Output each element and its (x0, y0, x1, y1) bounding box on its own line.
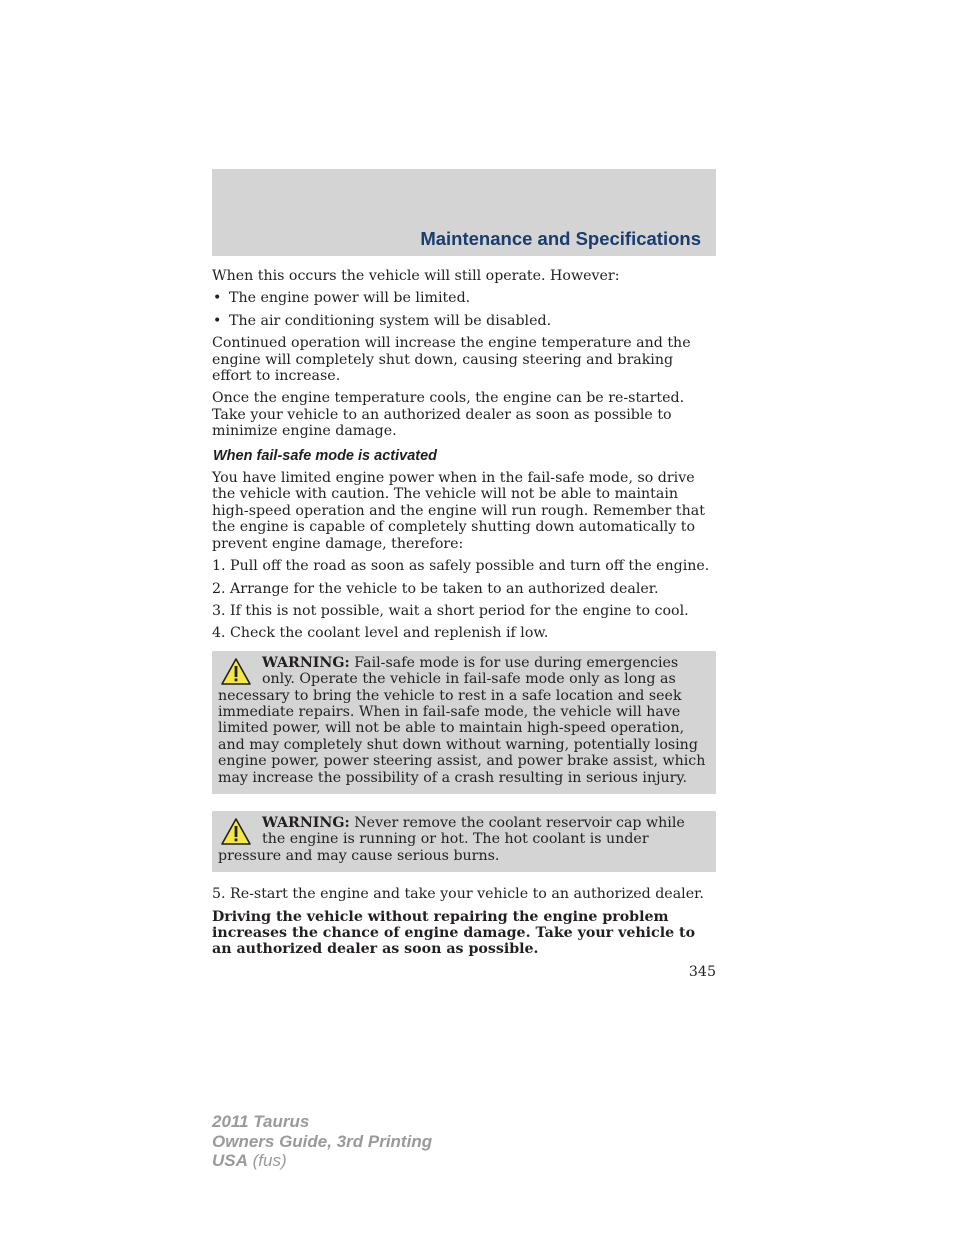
list-item: 5. Re-start the engine and take your vehicle to an authorized dealer. (212, 886, 704, 903)
subheading: When fail-safe mode is activated (213, 447, 438, 464)
page-number: 345 (688, 963, 716, 980)
footer-line: Owners Guide, 3rd Printing (212, 1131, 433, 1151)
bullet-text: The air conditioning system will be disabled. (229, 312, 552, 329)
body-paragraph: Once the engine temperature cools, the engine can be re-started. Take your vehicle to an authorized dealer as soon as possible to minimize engine damage. (212, 390, 685, 440)
bold-note: Driving the vehicle without repairing the engine problem increases the chance of engine damage. Take your vehicle to an authorized dealer as soon as possible. (212, 908, 696, 958)
list-item: 4. Check the coolant level and replenish if low. (212, 625, 549, 642)
list-item (212, 313, 716, 329)
bullet-glyph: • (213, 312, 222, 329)
warning-body: Never remove the coolant reservoir cap while the engine is running or hot. The hot coolant is under pressure and may cause serious burns. (218, 814, 685, 864)
warning-triangle-icon (220, 657, 252, 687)
body-paragraph: Continued operation will increase the engine temperature and the engine will completely shut down, causing steering and braking effort to increase. (212, 335, 691, 385)
warning-box (212, 651, 716, 794)
footer-line (212, 1151, 432, 1171)
warning-label: WARNING: (262, 654, 350, 671)
warning-text (218, 655, 708, 786)
footer-region-code: (fus) (247, 1151, 287, 1170)
warning-box (212, 811, 716, 872)
section-header-band (212, 169, 716, 256)
warning-body: Fail-safe mode is for use during emergencies only. Operate the vehicle in fail-safe mode only as long as necessary to bring the vehicle to rest in a safe location and seek immediate repairs. When in fail-safe mode, the vehicle will have limited power, will not be able to maintain high-speed operation, and may completely shut down without warning, potentially losing engine power, power steering assist, and power brake assist, which may increase the possibility of a crash resulting in serious injury. (218, 654, 706, 786)
body-paragraph: You have limited engine power when in the fail-safe mode, so drive the vehicle with caution. The vehicle will not be able to maintain high-speed operation and the engine will run rough. Remember that the engine is capable of completely shutting down automatically to prevent engine damage, therefore: (212, 470, 705, 552)
list-item: 3. If this is not possible, wait a short period for the engine to cool. (212, 602, 689, 619)
footer-line: 2011 Taurus (212, 1112, 310, 1131)
warning-triangle-icon (220, 817, 252, 847)
section-title: Maintenance and Specifications (420, 228, 701, 249)
bullet-glyph: • (213, 290, 222, 307)
list-item: 2. Arrange for the vehicle to be taken to an authorized dealer. (212, 580, 659, 597)
bullet-text: The engine power will be limited. (229, 290, 471, 307)
list-item: 1. Pull off the road as soon as safely possible and turn off the engine. (212, 558, 710, 575)
warning-text (218, 815, 708, 864)
footer-region: USA (212, 1151, 248, 1170)
list-item (212, 290, 716, 306)
warning-label: WARNING: (262, 814, 350, 831)
page-content (212, 268, 716, 980)
document-footer (212, 1112, 432, 1171)
intro-paragraph: When this occurs the vehicle will still operate. However: (212, 268, 620, 284)
